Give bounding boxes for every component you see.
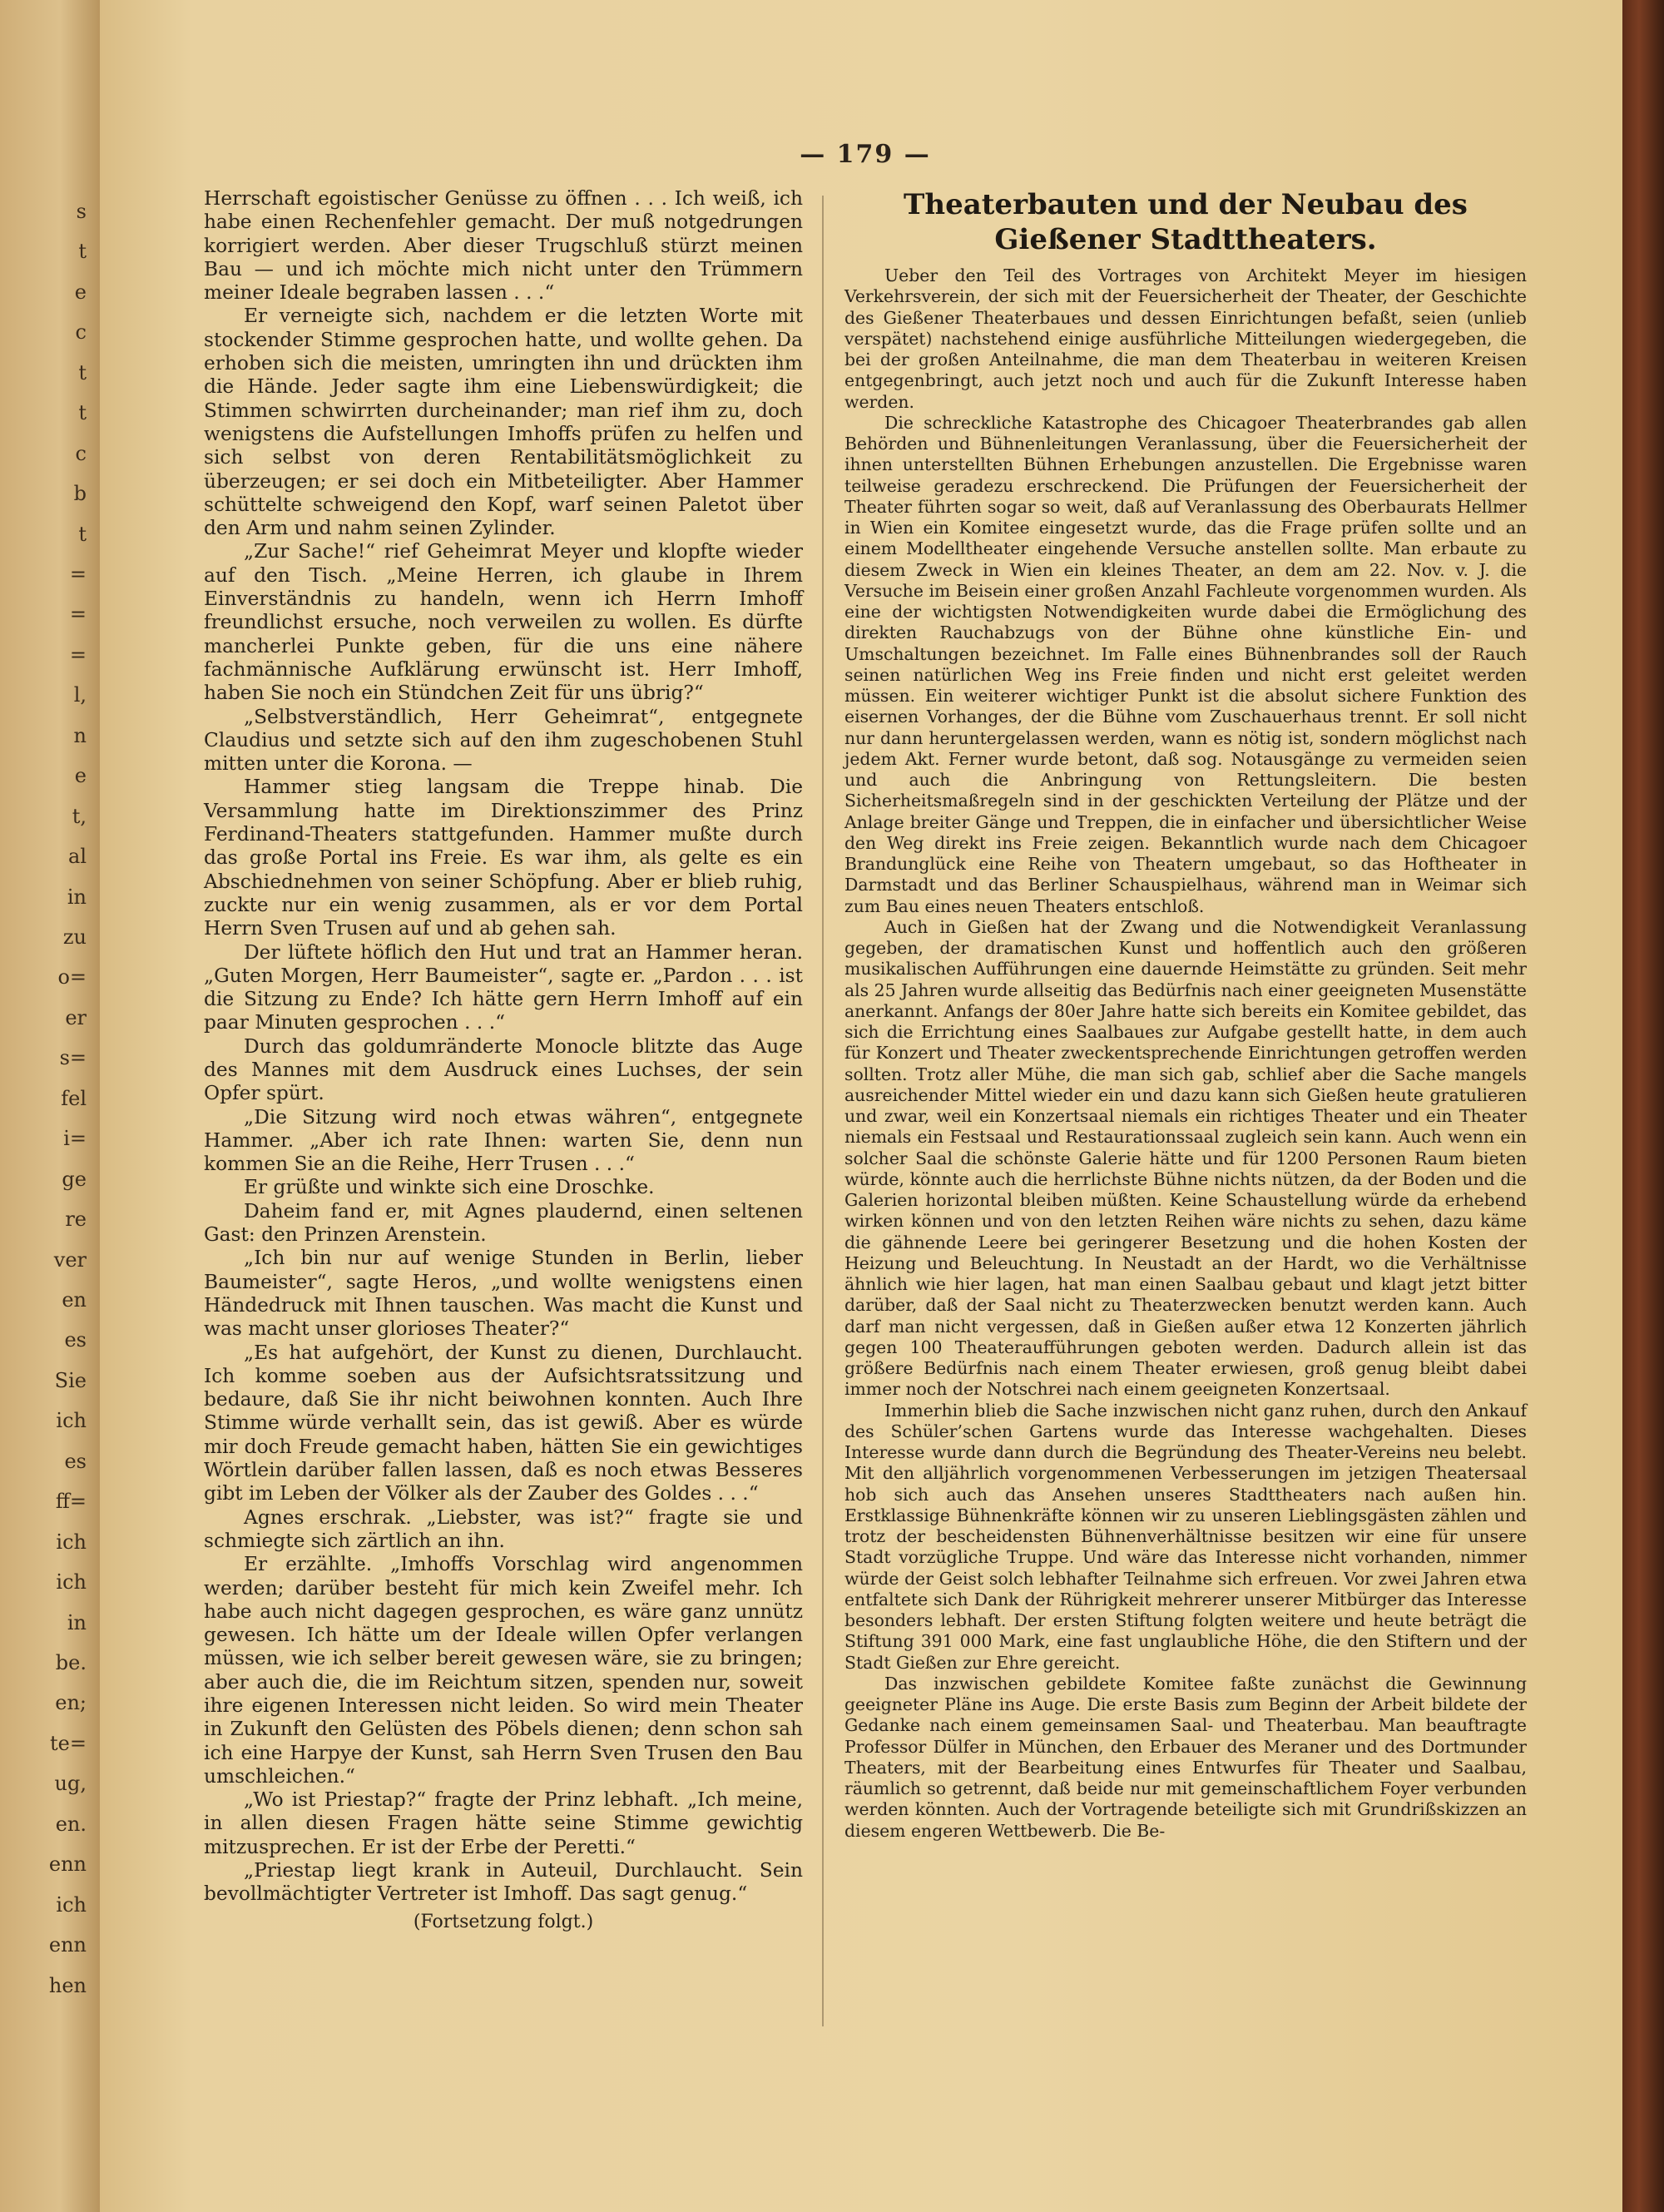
- paragraph: Agnes erschrak. „Liebster, was ist?“ fragte sie und schmiegte sich zärtlich an ihn.: [204, 1505, 803, 1552]
- paragraph: Herrschaft egoistischer Genüsse zu öffnen . . . Ich weiß, ich habe einen Rechenfehler gemacht. Der muß notgedrungen korrigiert werden. Aber dieser Trugschluß stürzt meinen Bau — und ich möchte mich nicht unter den Trümmern meiner Ideale begraben lassen . . .“: [204, 187, 803, 305]
- paragraph: Er verneigte sich, nachdem er die letzten Worte mit stockender Stimme gesprochen hatte, und wollte gehen. Da erhoben sich die meisten, umringten ihn und drückten ihm die Hände. Jeder sagte ihm eine Liebenswürdigkeit; die Stimmen schwirrten durcheinander; man rief ihm zu, doch wenigstens die Aufstellungen Imhoffs prüfen zu helfen und sich selbst von deren Rentabilitätsmöglichkeit zu überzeugen; er sei doch ein Mitbeteiligter. Aber Hammer schüttelte schweigend den Kopf, warf seinen Paletot über den Arm und nahm seinen Zylinder.: [204, 305, 803, 540]
- margin-fragment: e: [74, 280, 87, 304]
- margin-fragment: en;: [55, 1691, 87, 1715]
- paragraph: Durch das goldumränderte Monocle blitzte das Auge des Mannes mit dem Ausdruck eines Luchses, der sein Opfer spürt.: [204, 1034, 803, 1105]
- paragraph: „Wo ist Priestap?“ fragte der Prinz lebhaft. „Ich meine, in allen diesen Fragen hätte seine Stimme gewichtig mitzusprechen. Er ist der Erbe der Peretti.“: [204, 1788, 803, 1858]
- margin-fragment: ff=: [55, 1490, 87, 1514]
- paragraph: Er grüßte und winkte sich eine Droschke.: [244, 1176, 655, 1199]
- margin-fragment: ich: [56, 1409, 87, 1433]
- margin-fragment: in: [67, 885, 87, 909]
- margin-fragment: enn: [48, 1933, 87, 1957]
- newspaper-page: [100, 0, 1622, 2212]
- margin-fragment: s=: [59, 1046, 87, 1070]
- margin-fragment: enn: [48, 1852, 87, 1877]
- margin-fragment: t: [78, 522, 87, 546]
- margin-fragment: ich: [56, 1530, 87, 1554]
- margin-fragment: t: [78, 240, 87, 264]
- margin-fragment: ver: [53, 1247, 87, 1272]
- margin-fragment: c: [75, 320, 87, 345]
- margin-fragment: en.: [55, 1812, 87, 1836]
- margin-fragment: t: [78, 401, 87, 425]
- paragraph: „Zur Sache!“ rief Geheimrat Meyer und klopfte wieder auf den Tisch. „Meine Herren, ich glaube in Ihrem Einverständnis zu handeln, wenn ich Herrn Imhoff freundlichst ersuche, noch verweilen zu wollen. Es dürfte mancherlei Punkte geben, für die uns eine nähere fachmännische Aufklärung erwünscht ist. Herr Imhoff, haben Sie noch ein Stündchen Zeit für uns übrig?“: [204, 540, 803, 705]
- left-column-serial-story: [204, 187, 803, 1932]
- paragraph: Hammer stieg langsam die Treppe hinab. Die Versammlung hatte im Direktionszimmer des Prinz Ferdinand-Theaters stattgefunden. Hammer mußte durch das große Portal ins Freie. Es war ihm, als gelte es ein Abschiednehmen von seiner Schöpfung. Aber er blieb ruhig, zuckte nur ein wenig zusammen, als er vor dem Portal Herrn Sven Trusen auf und ab gehen sah.: [204, 776, 803, 940]
- margin-fragment: t: [78, 360, 87, 384]
- margin-fragment: Sie: [54, 1368, 87, 1392]
- margin-fragment: fel: [61, 1086, 87, 1110]
- paragraph: Auch in Gießen hat der Zwang und die Notwendigkeit Veranlassung gegeben, der dramatischen Kunst und hoffentlich auch den größeren musikalischen Aufführungen eine dauernde Heimstätte zu gründen. Seit mehr als 25 Jahren wurde allseitig das Bedürfnis nach einer geeigneten Musenstätte anerkannt. Anfangs der 80er Jahre hatte sich bereits ein Komitee gebildet, das sich die Errichtung eines Saalbaues zur Aufgabe gestellt hatte, in dem auch für Konzert und Theater zweckentsprechende Einrichtungen getroffen werden sollten. Trotz aller Mühe, die man sich gab, schlief aber die Sache mangels ausreichender Mittel wieder ein und dazu kann sich Gießen heute gratulieren und zwar, weil ein Konzertsaal niemals ein richtiges Theater und ein Theater niemals ein Festsaal und Restaurationssaal zugleich sein kann. Auch wenn ein solcher Saal die schönste Galerie hätte und für 1200 Personen Raum bieten würde, könnte auch die herrlichste Bühne nichts nützen, da der Boden und die Galerien horizontal bleiben müßten. Keine Schaustellung würde da erhebend wirken können und von den letzten Reihen wäre nichts zu sehen, dazu käme die gähnende Leere bei geringerer Besetzung und die hohen Kosten der Heizung und Beleuchtung. In Neustadt an der Hardt, wo die Verhältnisse ähnlich wie hier lagen, hat man einen Saalbau gebaut und klagt jetzt bitter darüber, daß der Saal nicht zu Theaterzwecken benutzt werden kann. Auch darf man nicht vergessen, daß in Gießen außer etwa 12 Konzerten jährlich gegen 100 Theateraufführungen geboten werden. Dadurch allein ist das größere Bedürfnis nach einem Theater erwiesen, groß genug bleibt dabei immer noch der Notschrei nach einem geeigneten Konzertsaal.: [844, 916, 1527, 1400]
- margin-fragment: =: [69, 603, 87, 627]
- margin-fragment: =: [69, 642, 87, 667]
- margin-fragment: en: [62, 1288, 87, 1312]
- margin-fragment: o=: [57, 965, 87, 989]
- right-column-paragraphs: [844, 265, 1527, 1842]
- margin-fragment: hen: [48, 1973, 87, 1997]
- margin-fragment: b: [73, 482, 87, 506]
- paragraph: Die schreckliche Katastrophe des Chicagoer Theaterbrandes gab allen Behörden und Bühnenleitungen Veranlassung, über die Feuersicherheit der ihnen unterstellten Bühnen Erhebungen anzustellen. Die Ergebnisse waren teilweise geradezu erschreckend. Die Prüfungen der Feuersicherheit der Theater führten sogar so weit, daß auf Veranlassung des Oberbaurats Hellmer in Wien ein Komitee eingesetzt wurde, das die Frage prüfen sollte und an einem Modelltheater eingehende Versuche anstellen sollte. Man erbaute zu diesem Zweck in Wien ein kleines Theater, an dem am 22. Nov. v. J. die Versuche im Beisein einer großen Anzahl Fachleute vorgenommen wurden. Als eine der wichtigsten Notwendigkeiten wurde dabei die Ermöglichung des direkten Rauchabzugs von der Bühne ohne künstliche Ein- und Umschaltungen bezeichnet. Im Falle eines Bühnenbrandes soll der Rauch seinen natürlichen Weg ins Freie finden und nicht erst geleitet werden müssen. Ein weiterer wichtiger Punkt ist die absolut sichere Funktion des eisernen Vorhanges, der die Bühne vom Zuschauerhaus trennt. Er soll nicht nur dann heruntergelassen werden, wann es nötig ist, sondern möglichst nach jedem Akt. Ferner wurde betont, daß sog. Notausgänge zu vermeiden seien und auch die Anbringung von Rettungsleitern. Die besten Sicherheitsmaßregeln sind in der geschickten Verteilung der Plätze und der Anlage breiter Gänge und Treppen, die in einfacher und übersichtlicher Weise den Weg direkt ins Freie zeigen. Bekanntlich wurde nach dem Chicagoer Brandunglück eine Reihe von Theatern umgebaut, so das Hoftheater in Darmstadt und das Berliner Schauspielhaus, während man in Weimar sich zum Bau eines neuen Theaters entschloß.: [844, 412, 1527, 916]
- margin-fragment: es: [64, 1328, 87, 1352]
- page-number: — 179 —: [800, 140, 931, 169]
- right-column-article: [844, 187, 1527, 1842]
- paragraph: „Priestap liegt krank in Auteuil, Durchlaucht. Sein bevollmächtigter Vertreter ist Imhoff. Das sagt genug.“: [204, 1859, 803, 1906]
- paragraph: „Die Sitzung wird noch etwas währen“, entgegnete Hammer. „Aber ich rate Ihnen: warten Sie, denn nun kommen Sie an die Reihe, Herr Trusen . . .“: [204, 1105, 803, 1176]
- paragraph: Der lüftete höflich den Hut und trat an Hammer heran. „Guten Morgen, Herr Baumeister“, sagte er. „Pardon . . . ist die Sitzung zu Ende? Ich hätte gern Herrn Imhoff auf ein paar Minuten gesprochen . . .“: [204, 940, 803, 1034]
- margin-fragment: in: [67, 1610, 87, 1634]
- margin-fragment: s: [76, 200, 87, 223]
- paragraph: Daheim fand er, mit Agnes plaudernd, einen seltenen Gast: den Prinzen Arenstein.: [204, 1199, 803, 1247]
- paragraph: Immerhin blieb die Sache inzwischen nicht ganz ruhen, durch den Ankauf des Schüler’schen Gartens wurde das Interesse wachgehalten. Dieses Interesse wurde dann durch die Begründung des Theater-Vereins neu belebt. Mit den alljährlich vorgenommenen Verbesserungen im jetzigen Theatersaal hob sich auch das Ansehen unseres Stadttheaters nach außen hin. Erstklassige Bühnenkräfte können wir zu unseren Lieblingsgästen zählen und trotz der bescheidensten Bühnenverhältnisse besitzen wir eine für unsere Stadt vorzügliche Truppe. Und wäre das Interesse nicht vorhanden, nimmer würde der Geist solch lebhafter Teilnahme sich erfreuen. Vor zwei Jahren etwa entfaltete sich Dank der Rührigkeit mehrerer unserer Mitbürger das Interesse besonders lebhaft. Der ersten Stiftung folgten weitere und heute beträgt die Stiftung 391 000 Mark, eine fast unglaubliche Höhe, die den Stiftern und der Stadt Gießen zur Ehre gereicht.: [844, 1400, 1527, 1673]
- margin-fragment: be.: [55, 1651, 87, 1674]
- margin-fragment: zu: [62, 925, 87, 949]
- margin-fragment: es: [64, 1449, 87, 1473]
- article-title: Theaterbauten und der Neubau des Gießener Stadttheaters.: [904, 188, 1468, 256]
- margin-fragment: n: [73, 723, 87, 747]
- margin-fragment: al: [68, 845, 87, 869]
- margin-fragment: ich: [56, 1892, 87, 1917]
- margin-fragment: =: [69, 563, 87, 586]
- paragraph: Er erzählte. „Imhoffs Vorschlag wird angenommen werden; darüber besteht für mich kein Zweifel mehr. Ich habe auch nicht dagegen gesprochen, es wäre ganz unnütz gewesen. Ich hätte um der Ideale willen Opfer verlangen müssen, wie ich selber bereit gewesen wäre, sie zu bringen; aber auch die, die im Reichtum sitzen, spenden nur, soweit ihre eigenen Interessen nicht leiden. So wird mein Theater in Zukunft den Gelüsten des Pöbels dienen; denn schon sah ich eine Harpye der Kunst, sah Herrn Sven Trusen den Bau umschleichen.“: [204, 1553, 803, 1788]
- margin-fragment: ich: [56, 1570, 87, 1595]
- margin-fragment: e: [74, 764, 87, 788]
- column-divider: [822, 196, 824, 2026]
- left-page-edge: [0, 0, 100, 2212]
- book-cover-edge: [1622, 0, 1664, 2212]
- paragraph: „Ich bin nur auf wenige Stunden in Berlin, lieber Baumeister“, sagte Heros, „und wollte wenigstens einen Händedruck mit Ihnen tauschen. Was macht die Kunst und was macht unser glorioses Theater?“: [204, 1247, 803, 1341]
- margin-fragment: er: [65, 1005, 87, 1029]
- left-page-margin-fragments: [0, 0, 92, 2212]
- margin-fragment: i=: [63, 1127, 87, 1151]
- continuation-note: (Fortsetzung folgt.): [413, 1911, 594, 1932]
- left-column-paragraphs: [204, 187, 803, 1907]
- margin-fragment: ge: [62, 1167, 87, 1191]
- paragraph: „Selbstverständlich, Herr Geheimrat“, entgegnete Claudius und setzte sich auf den ihm zugeschobenen Stuhl mitten unter die Korona. —: [204, 705, 803, 776]
- paragraph: Das inzwischen gebildete Komitee faßte zunächst die Gewinnung geeigneter Pläne ins Auge. Die erste Basis zum Beginn der Arbeit bildete der Gedanke nach einem gemeinsamen Saal- und Theaterbau. Man beauftragte Professor Dülfer in München, den Erbauer des Meraner und des Dortmunder Theaters, mit der Bearbeitung eines Entwurfes für Theater und Saalbau, räumlich so getrennt, daß beide nur mit gemeinschaftlichem Foyer verbunden werden könnten. Auch der Vortragende beteiligte sich mit Grundrißskizzen an diesem engeren Wettbewerb. Die Be-: [844, 1673, 1527, 1841]
- margin-fragment: t,: [72, 804, 87, 828]
- margin-fragment: ug,: [54, 1772, 87, 1796]
- paragraph: „Es hat aufgehört, der Kunst zu dienen, Durchlaucht. Ich komme soeben aus der Aufsichtsratssitzung und bedaure, daß Sie ihr nicht beiwohnen konnten. Auch Ihre Stimme würde verhallt sein, das ist gewiß. Aber es würde mir doch Freude gemacht haben, hätten Sie ein gewichtiges Wörtlein darüber fallen lassen, daß es noch etwas Besseres gibt im Leben der Völker als der Zauber des Goldes . . .“: [204, 1341, 803, 1505]
- margin-fragment: l,: [73, 683, 87, 707]
- margin-fragment: re: [65, 1208, 87, 1232]
- margin-fragment: c: [75, 441, 87, 465]
- margin-fragment: te=: [50, 1731, 87, 1755]
- paragraph: Ueber den Teil des Vortrages von Architekt Meyer im hiesigen Verkehrsverein, der sich mit der Feuersicherheit der Theater, der Geschichte des Gießener Theaterbaues und dessen Einrichtungen befaßt, seien (unlieb verspätet) nachstehend einige ausführliche Mitteilungen wiedergegeben, die bei der großen Anteilnahme, die man dem Theaterbau in weiteren Kreisen entgegenbringt, auch jetzt noch und auch für die Zukunft Interesse haben werden.: [844, 265, 1527, 412]
